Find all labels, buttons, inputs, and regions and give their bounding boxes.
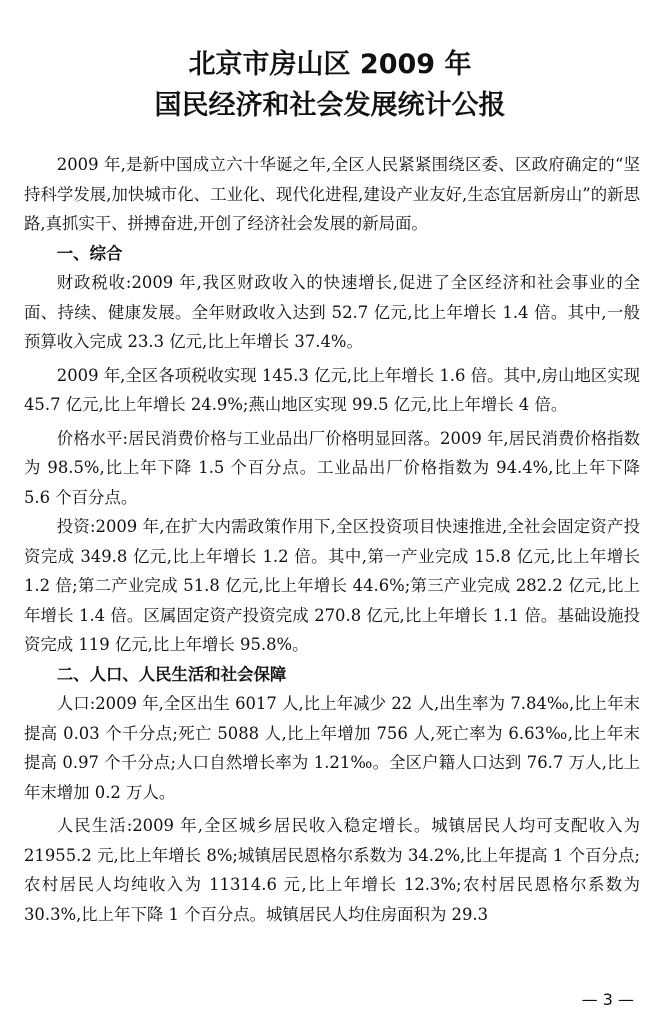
prices-paragraph: 价格水平:居民消费价格与工业品出厂价格明显回落。2009 年,居民消费价格指数为 98.5%,比上年下降 1.5 个百分点。工业品出厂价格指数为 94.4%,比上年下降 5.6 个百分点。: [24, 428, 640, 507]
document-title-line1: 北京市房山区 2009 年: [188, 49, 472, 80]
living-paragraph: 人民生活:2009 年,全区城乡居民收入稳定增长。城镇居民人均可支配收入为 21955.2 元,比上年增长 8%;城镇居民恩格尔系数为 34.2%,比上年提高 1 个百分点;农村居民人均纯收入为 11314.6 元,比上年增长 12.3%;农村居民恩格尔系数为 30.3%,比上年下降 1 个百分点。城镇居民人均住房面积为 29.3: [24, 816, 640, 924]
document-title-line2: 国民经济和社会发展统计公报: [154, 90, 506, 121]
population-paragraph: 人口:2009 年,全区出生 6017 人,比上年减少 22 人,出生率为 7.84‰,比上年末提高 0.03 个千分点;死亡 5088 人,比上年增加 756 人,死亡率为 6.63‰,比上年末提高 0.97 个千分点;人口自然增长率为 1.21‰。全区户籍人口达到 76.7 万人,比上年末增加 0.2 万人。: [24, 694, 640, 802]
finance-paragraph: 财政税收:2009 年,我区财政收入的快速增长,促进了全区经济和社会事业的全面、持续、健康发展。全年财政收入达到 52.7 亿元,比上年增长 1.4 倍。其中,一般预算收入完成 23.3 亿元,比上年增长 37.4%。: [24, 273, 640, 351]
intro-paragraph: 2009 年,是新中国成立六十华诞之年,全区人民紧紧围绕区委、区政府确定的“坚持科学发展,加快城市化、工业化、现代化进程,建设产业友好,生态宜居新房山”的新思路,真抓实干、拼搏奋进,开创了经济社会发展的新局面。: [24, 155, 640, 233]
investment-paragraph: 投资:2009 年,在扩大内需政策作用下,全区投资项目快速推进,全社会固定资产投资完成 349.8 亿元,比上年增长 1.2 倍。其中,第一产业完成 15.8 亿元,比上年增长 1.2 倍;第二产业完成 51.8 亿元,比上年增长 44.6%;第三产业完成 282.2 亿元,比上年增长 1.4 倍。区属固定资产投资完成 270.8 亿元,比上年增长 1.1 倍。基础设施投资完成 119 亿元,比上年增长 95.8%。: [24, 517, 640, 654]
section-heading-population: 二、人口、人民生活和社会保障: [56, 664, 287, 684]
document-body: [24, 150, 640, 929]
tax-paragraph: 2009 年,全区各项税收实现 145.3 亿元,比上年增长 1.6 倍。其中,房山地区实现 45.7 亿元,比上年增长 24.9%;燕山地区实现 99.5 亿元,比上年增长 4 倍。: [24, 365, 640, 414]
section-heading-general: 一、综合: [56, 243, 123, 263]
page-number: — 3 —: [581, 990, 634, 1009]
